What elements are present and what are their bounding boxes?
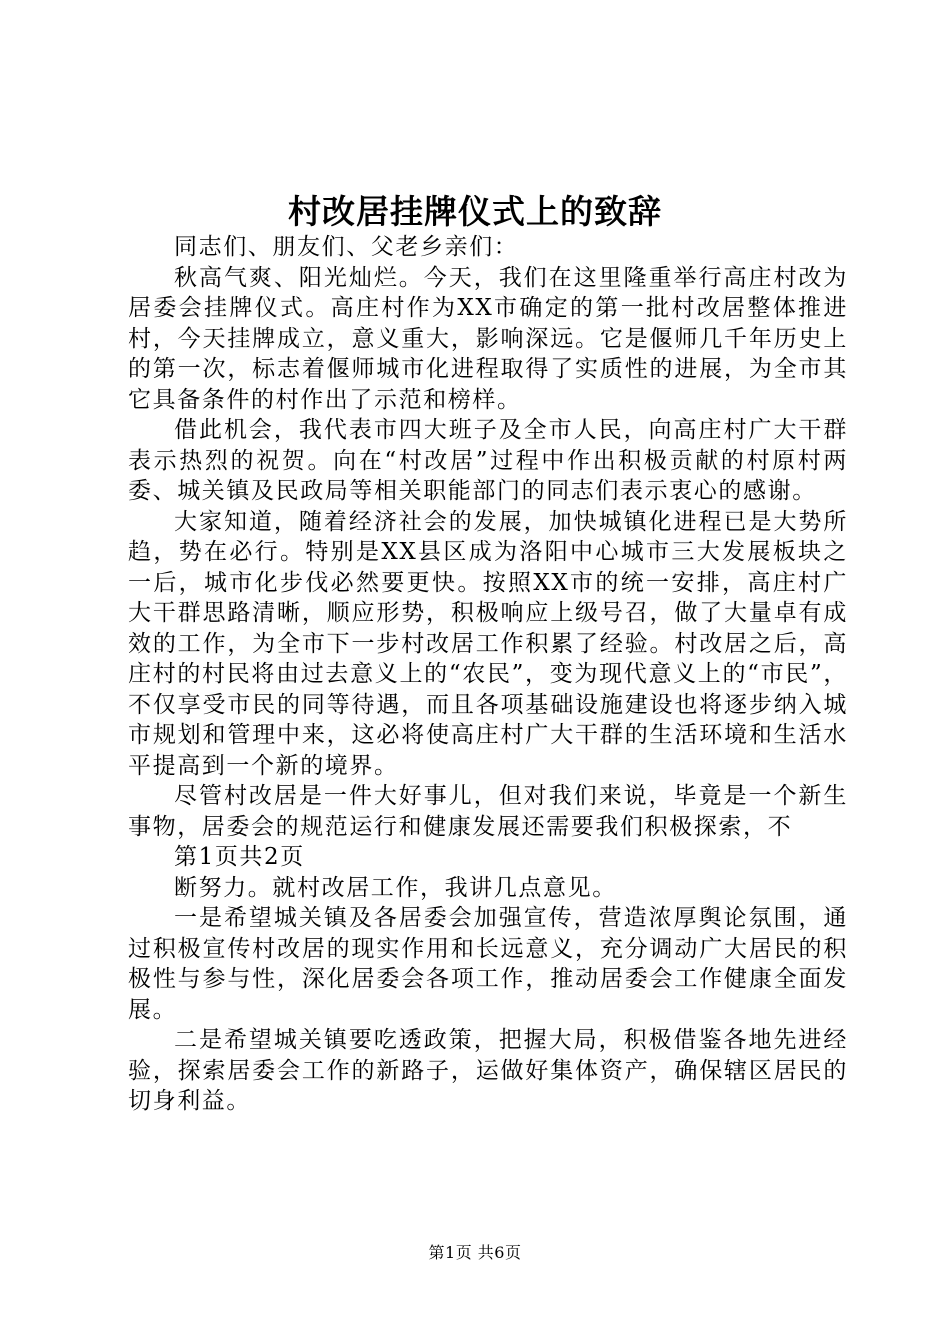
document-title: 村改居挂牌仪式上的致辞 (288, 192, 662, 231)
paragraph: 二是希望城关镇要吃透政策，把握大局，积极借鉴各地先进经验，探索居委会工作的新路子，运做好集体资产，确保辖区居民的切身利益。 (128, 1027, 848, 1114)
paragraph: 大家知道，随着经济社会的发展，加快城镇化进程已是大势所趋，势在必行。特别是XX县区成为洛阳中心城市三大发展板块之一后，城市化步伐必然要更快。按照XX市的统一安排，高庄村广大干群思路清晰，顺应形势，积极响应上级号召，做了大量卓有成效的工作，为全市下一步村改居工作积累了经验。村改居之后，高庄村的村民将由过去意义上的“农民”，变为现代意义上的“市民”，不仅享受市民的同等待遇，而且各项基础设施建设也将逐步纳入城市规划和管理中来，这必将使高庄村广大干群的生活环境和生活水平提高到一个新的境界。 (128, 508, 848, 779)
paragraph: 一是希望城关镇及各居委会加强宣传，营造浓厚舆论氛围，通过积极宣传村改居的现实作用和长远意义，充分调动广大居民的积极性与参与性，深化居委会各项工作，推动居委会工作健康全面发展。 (128, 905, 848, 1023)
paragraph: 尽管村改居是一件大好事儿，但对我们来说，毕竟是一个新生事物，居委会的规范运行和健康发展还需要我们积极探索，不 (128, 783, 848, 840)
paragraph: 秋高气爽、阳光灿烂。今天，我们在这里隆重举行高庄村改为居委会挂牌仪式。高庄村作为XX市确定的第一批村改居整体推进村，今天挂牌成立，意义重大，影响深远。它是偃师几千年历史上的第一次，标志着偃师城市化进程取得了实质性的进展，为全市其它具备条件的村作出了示范和榜样。 (128, 264, 848, 413)
paragraph: 断努力。就村改居工作，我讲几点意见。 (174, 874, 617, 901)
document-body (128, 232, 848, 1117)
page-footer: 第1页 共6页 (428, 1243, 522, 1262)
salutation: 同志们、朋友们、父老乡亲们： (174, 234, 519, 260)
inline-page-marker: 第1页共2页 (174, 844, 305, 870)
paragraph: 借此机会，我代表市四大班子及全市人民，向高庄村广大干群表示热烈的祝贺。向在“村改居”过程中作出积极贡献的村原村两委、城关镇及民政局等相关职能部门的同志们表示衷心的感谢。 (128, 417, 848, 504)
